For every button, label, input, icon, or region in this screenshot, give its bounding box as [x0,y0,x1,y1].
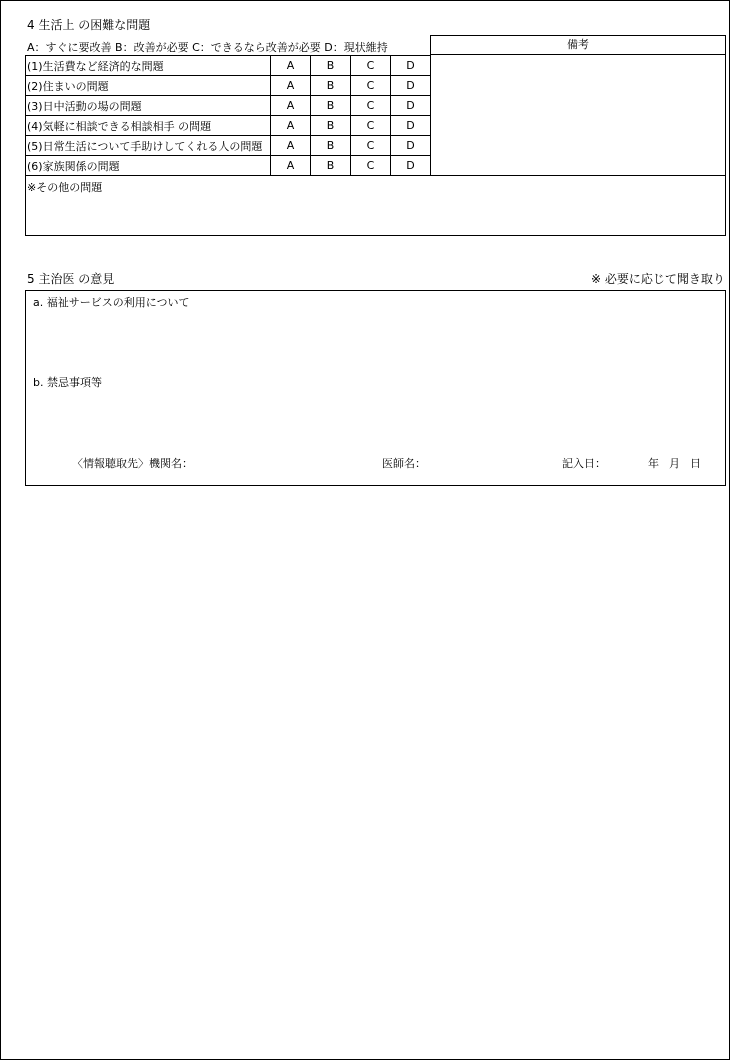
problem-label: (4)気軽に相談できる相談相手 の問題 [26,116,271,136]
entry-date-label: 記入日： [562,457,606,470]
problem-label: (1)生活費など経済的な問題 [26,56,271,76]
contraindications-label: b. 禁忌事項等 [33,376,102,389]
rating-option-c[interactable]: C [351,136,391,156]
rating-option-d[interactable]: D [391,56,431,76]
doctor-opinion-box[interactable] [25,290,726,486]
problem-row [26,136,431,156]
rating-option-a[interactable]: A [271,116,311,136]
rating-option-a[interactable]: A [271,96,311,116]
date-year-label: 年 [648,457,659,470]
other-problems-label: ※その他の問題 [27,181,103,194]
problem-label: (6)家族関係の問題 [26,156,271,176]
rating-option-c[interactable]: C [351,156,391,176]
remarks-header: 備考 [431,36,725,55]
rating-option-d[interactable]: D [391,116,431,136]
rating-option-a[interactable]: A [271,136,311,156]
info-source-label: 〈情報聴取先〉機関名： [72,457,193,470]
other-problems-box[interactable] [25,175,726,236]
rating-option-d[interactable]: D [391,136,431,156]
problem-row [26,96,431,116]
rating-option-d[interactable]: D [391,76,431,96]
problem-label: (3)日中活動の場の問題 [26,96,271,116]
rating-option-b[interactable]: B [311,116,351,136]
rating-option-c[interactable]: C [351,96,391,116]
rating-option-d[interactable]: D [391,96,431,116]
rating-option-a[interactable]: A [271,56,311,76]
doctor-name-label: 医師名： [382,457,426,470]
remarks-box[interactable] [430,35,726,176]
welfare-service-label: a. 福祉サービスの利用について [33,296,190,309]
section5-title: 5 主治医 の意見 [27,272,115,286]
date-month-label: 月 [669,457,680,470]
rating-option-b[interactable]: B [311,76,351,96]
problems-table [25,55,431,176]
problem-label: (2)住まいの問題 [26,76,271,96]
rating-option-c[interactable]: C [351,76,391,96]
rating-option-d[interactable]: D [391,156,431,176]
hearing-note: ※ 必要に応じて聞き取り [591,272,725,286]
date-day-label: 日 [690,457,701,470]
rating-option-c[interactable]: C [351,56,391,76]
problem-row [26,116,431,136]
rating-option-c[interactable]: C [351,116,391,136]
problem-label: (5)日常生活について手助けしてくれる人の問題 [26,136,271,156]
rating-option-b[interactable]: B [311,156,351,176]
problem-row [26,156,431,176]
rating-legend: A：すぐに要改善 B：改善が必要 C：できるなら改善が必要 D：現状維持 [27,41,388,54]
rating-option-a[interactable]: A [271,156,311,176]
rating-option-a[interactable]: A [271,76,311,96]
rating-option-b[interactable]: B [311,96,351,116]
problem-row [26,56,431,76]
rating-option-b[interactable]: B [311,56,351,76]
problem-row [26,76,431,96]
section4-title: 4 生活上 の困難な問題 [27,18,151,32]
rating-option-b[interactable]: B [311,136,351,156]
